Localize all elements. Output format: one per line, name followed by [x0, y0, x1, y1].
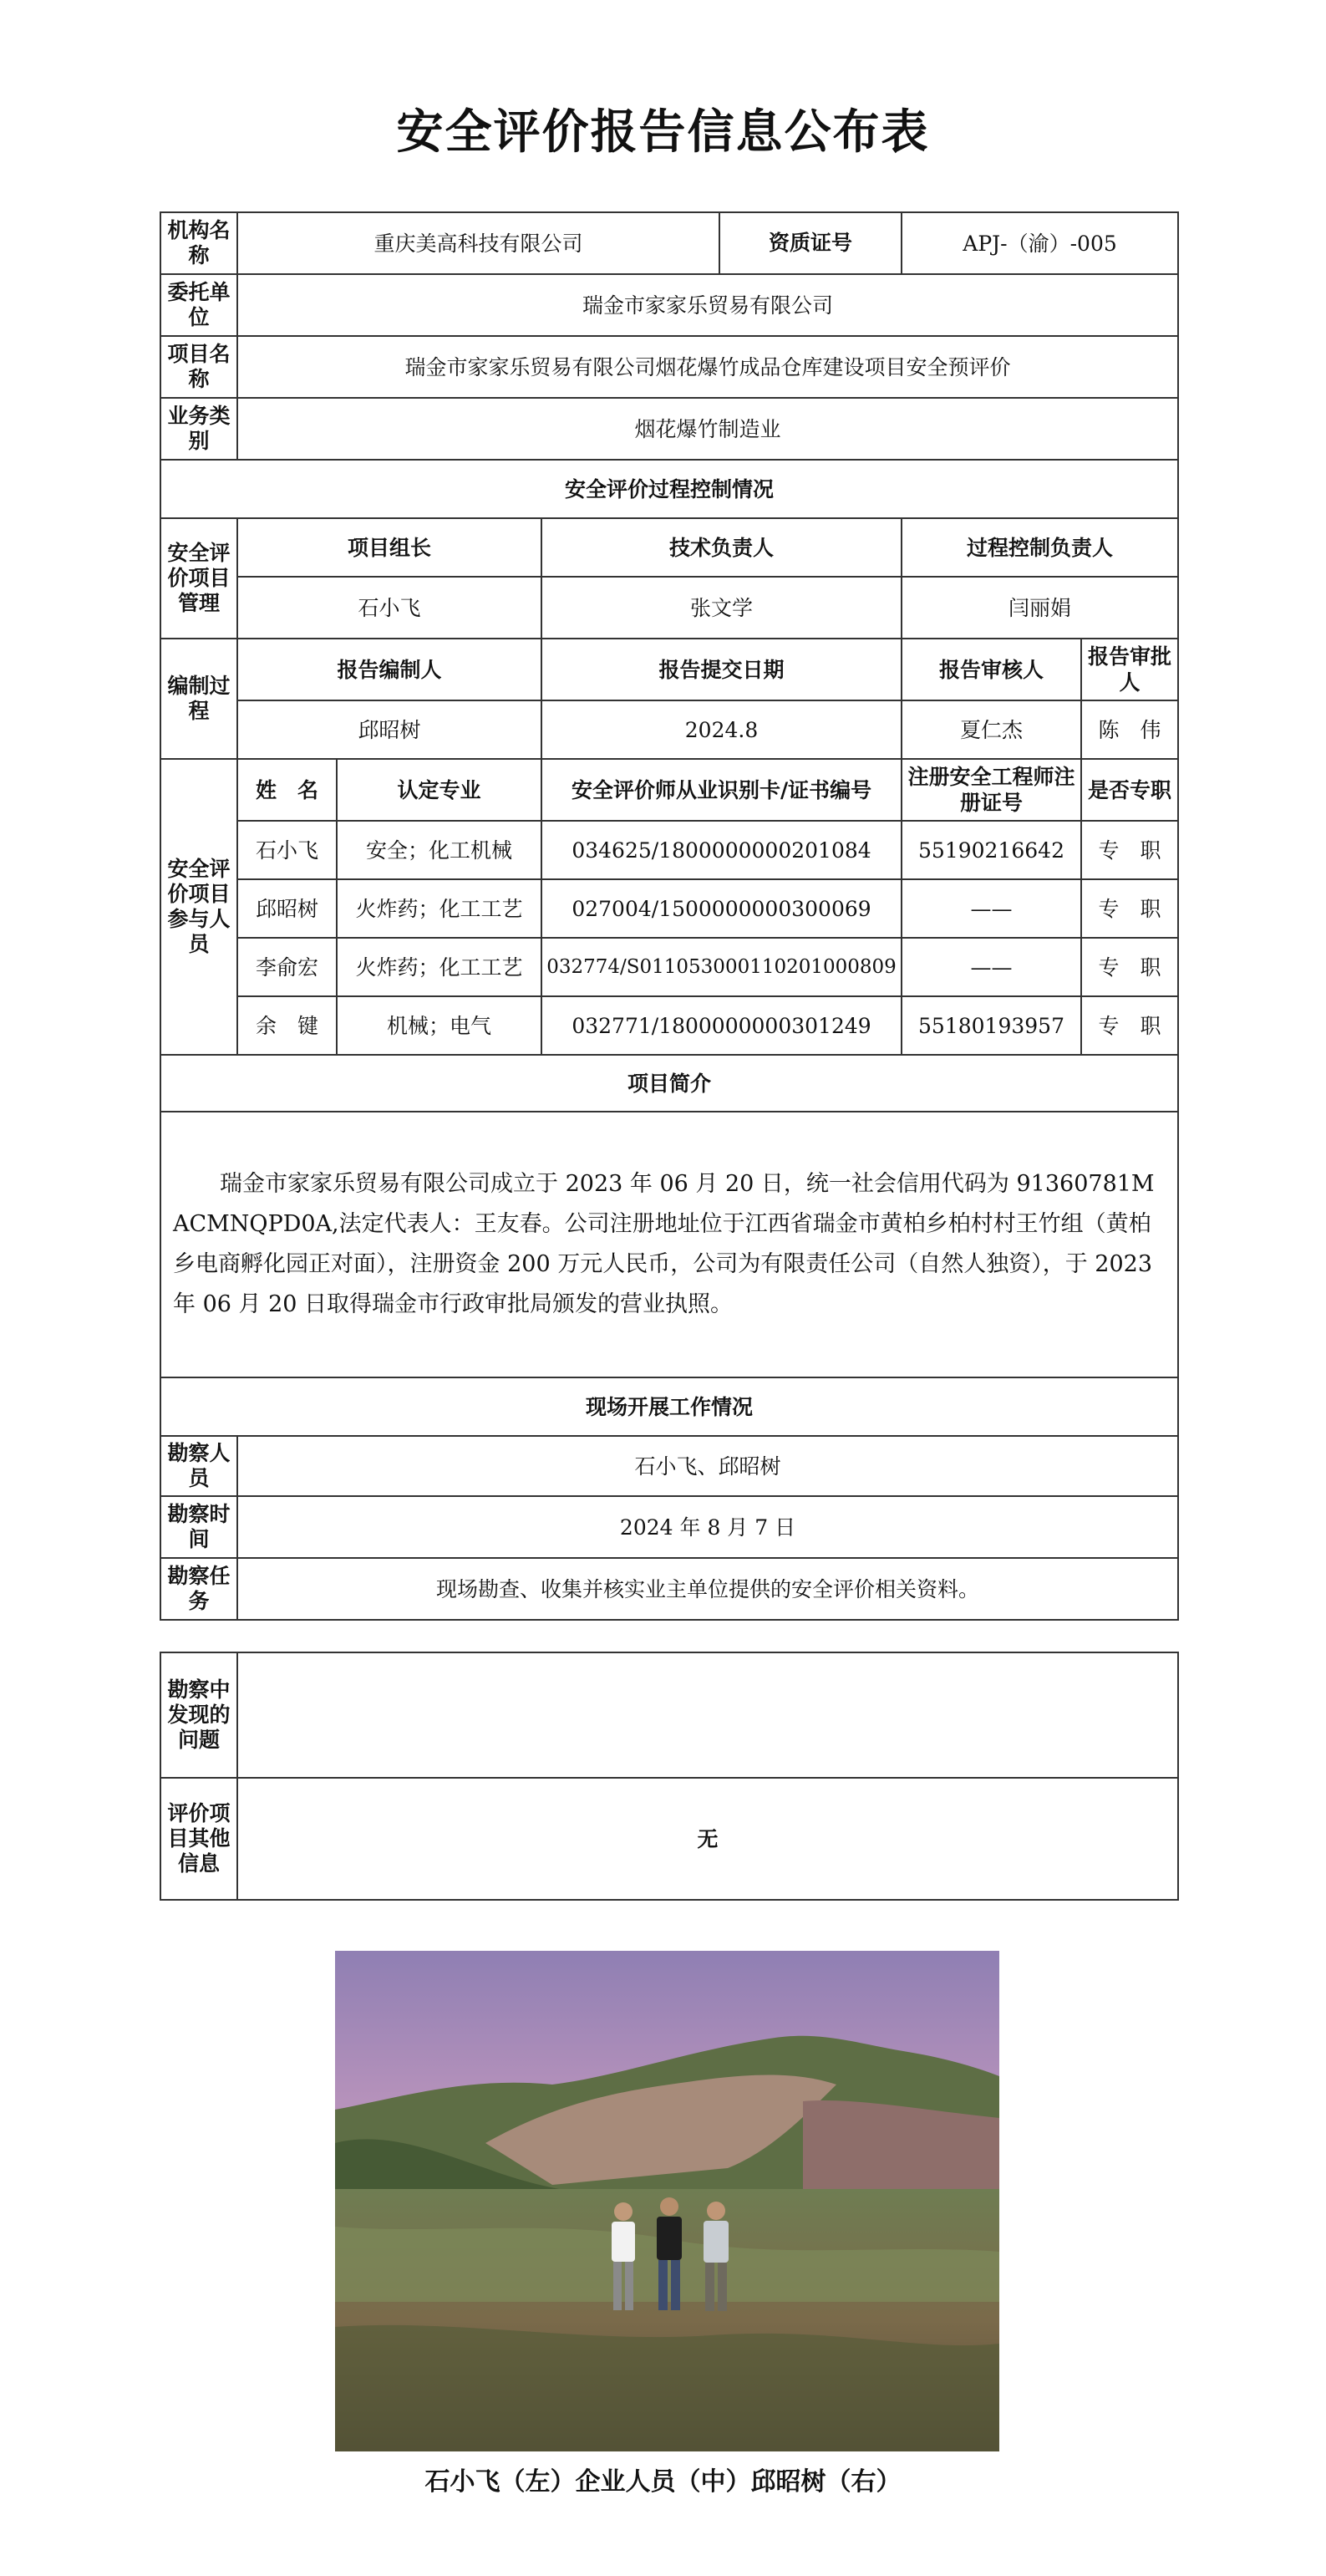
- org-name: 重庆美高科技有限公司: [237, 212, 719, 274]
- participant-major: 安全；化工机械: [337, 821, 541, 879]
- project-intro: [160, 1112, 1178, 1377]
- compile-reviewer: 夏仁杰: [902, 700, 1081, 759]
- client-label: 委托单位: [160, 274, 237, 336]
- mgmt-leader: 石小飞: [237, 577, 541, 639]
- compile-header-reviewer: 报告审核人: [902, 639, 1081, 700]
- participant-card: 027004/1500000000300069: [541, 879, 902, 938]
- participant-name: 李俞宏: [237, 938, 337, 996]
- client-value: 瑞金市家家乐贸易有限公司: [237, 274, 1178, 336]
- compile-header-author: 报告编制人: [237, 639, 541, 700]
- extra-info-table: [160, 1652, 1179, 1901]
- participants-label: 安全评价项目参与人员: [160, 759, 237, 1055]
- cert-number: APJ-（渝）-005: [902, 212, 1178, 274]
- project-value: 瑞金市家家乐贸易有限公司烟花爆竹成品仓库建设项目安全预评价: [237, 336, 1178, 398]
- participant-fulltime: 专 职: [1081, 938, 1178, 996]
- business-label: 业务类别: [160, 398, 237, 460]
- site-task-label: 勘察任务: [160, 1558, 237, 1620]
- site-photo-image: [335, 1951, 999, 2451]
- issues-value: [237, 1652, 1178, 1778]
- compile-header-approver: 报告审批人: [1081, 639, 1178, 700]
- mgmt-header-process: 过程控制负责人: [902, 518, 1178, 577]
- project-label: 项目名称: [160, 336, 237, 398]
- participant-major: 机械；电气: [337, 996, 541, 1055]
- compile-label: 编制过程: [160, 639, 237, 759]
- participants-header-card: 安全评价师从业识别卡/证书编号: [541, 759, 902, 821]
- other-info-value: 无: [237, 1778, 1178, 1900]
- mgmt-tech: 张文学: [541, 577, 902, 639]
- participant-card: 034625/1800000000201084: [541, 821, 902, 879]
- site-task: 现场勘查、收集并核实业主单位提供的安全评价相关资料。: [237, 1558, 1178, 1620]
- participant-name: 邱昭树: [237, 879, 337, 938]
- participant-name: 石小飞: [237, 821, 337, 879]
- participants-header-fulltime: 是否专职: [1081, 759, 1178, 821]
- site-photo: [335, 1951, 999, 2451]
- info-table: [160, 211, 1179, 1621]
- table-row: [160, 821, 1178, 879]
- participant-reg: ——: [902, 938, 1081, 996]
- mgmt-process: 闫丽娟: [902, 577, 1178, 639]
- issues-label: 勘察中发现的问题: [160, 1652, 237, 1778]
- participant-name: 余 键: [237, 996, 337, 1055]
- participant-fulltime: 专 职: [1081, 879, 1178, 938]
- table-row: [160, 938, 1178, 996]
- process-section-header: 安全评价过程控制情况: [160, 460, 1178, 518]
- participants-header-reg: 注册安全工程师注册证号: [902, 759, 1081, 821]
- site-section-header: 现场开展工作情况: [160, 1377, 1178, 1436]
- site-staff-label: 勘察人员: [160, 1436, 237, 1496]
- participant-reg: ——: [902, 879, 1081, 938]
- site-staff: 石小飞、邱昭树: [237, 1436, 1178, 1496]
- compile-date: 2024.8: [541, 700, 902, 759]
- photo-caption: 石小飞（左）企业人员（中）邱昭树（右）: [424, 2467, 902, 2497]
- business-value: 烟花爆竹制造业: [237, 398, 1178, 460]
- table-row: [160, 879, 1178, 938]
- mgmt-header-leader: 项目组长: [237, 518, 541, 577]
- page-title: 安全评价报告信息公布表: [396, 104, 930, 160]
- participant-reg: 55180193957: [902, 996, 1081, 1055]
- compile-header-date: 报告提交日期: [541, 639, 902, 700]
- participant-major: 火炸药；化工工艺: [337, 879, 541, 938]
- mgmt-header-tech: 技术负责人: [541, 518, 902, 577]
- org-label: 机构名称: [160, 212, 237, 274]
- participants-header-major: 认定专业: [337, 759, 541, 821]
- participant-fulltime: 专 职: [1081, 821, 1178, 879]
- intro-section-header: 项目简介: [160, 1055, 1178, 1112]
- table-row: [160, 996, 1178, 1055]
- participant-card: 032774/S011053000110201000809: [541, 938, 902, 996]
- participant-card: 032771/1800000000301249: [541, 996, 902, 1055]
- compile-author: 邱昭树: [237, 700, 541, 759]
- participant-major: 火炸药；化工工艺: [337, 938, 541, 996]
- participants-header-name: 姓 名: [237, 759, 337, 821]
- site-time: 2024 年 8 月 7 日: [237, 1496, 1178, 1558]
- participant-fulltime: 专 职: [1081, 996, 1178, 1055]
- site-time-label: 勘察时间: [160, 1496, 237, 1558]
- other-info-label: 评价项目其他信息: [160, 1778, 237, 1900]
- intro-text: 瑞金市家家乐贸易有限公司成立于 2023 年 06 月 20 日，统一社会信用代码为 91360781MACMNQPD0A,法定代表人：王友春。公司注册地址位于江西省瑞金市黄柏乡柏村村王竹组（黄柏乡电商孵化园正对面），注册资金 200 万元人民币，公司为有限责任公司（自然人独资），于 2023 年 06 月 20 日取得瑞金市行政审批局颁发的营业执照。: [173, 1171, 1155, 1317]
- participant-reg: 55190216642: [902, 821, 1081, 879]
- cert-label: 资质证号: [719, 212, 902, 274]
- management-label: 安全评价项目管理: [160, 518, 237, 639]
- compile-approver: 陈 伟: [1081, 700, 1178, 759]
